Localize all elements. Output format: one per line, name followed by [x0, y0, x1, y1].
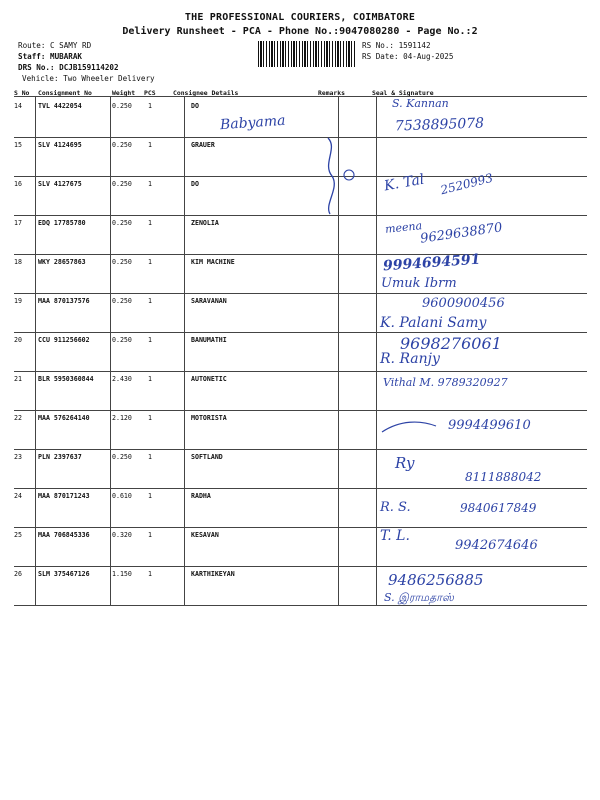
row-consignment-no: TVL 4422054 — [38, 102, 82, 110]
row-consignment-no: PLN 2397637 — [38, 453, 82, 461]
row-consignment-no: MAA 870137576 — [38, 297, 90, 305]
row-sno: 15 — [14, 141, 22, 149]
rs-date: RS Date: 04-Aug-2025 — [362, 52, 454, 61]
row-pcs: 1 — [148, 375, 152, 383]
row-sno: 14 — [14, 102, 22, 110]
table-rule — [14, 96, 587, 97]
handwritten-signature: R. S. — [380, 500, 411, 515]
row-weight: 0.250 — [112, 453, 132, 461]
table-column-rule — [184, 96, 185, 606]
handwritten-phone: 9840617849 — [460, 501, 537, 515]
row-sno: 19 — [14, 297, 22, 305]
row-consignment-no: SLV 4124695 — [38, 141, 82, 149]
row-consignee: ZENOLIA — [191, 219, 219, 227]
handwritten-consignee-note: Babyama — [219, 112, 286, 134]
table-rule — [14, 371, 587, 372]
table-rule — [14, 254, 587, 255]
row-sno: 24 — [14, 492, 22, 500]
table-rule — [14, 332, 587, 333]
col-header-pcs: PCS — [144, 89, 156, 97]
col-header-consignment: Consignment No — [38, 89, 92, 97]
row-weight: 0.610 — [112, 492, 132, 500]
row-weight: 2.430 — [112, 375, 132, 383]
col-header-remarks: Remarks — [318, 89, 345, 97]
col-header-sno: S No — [14, 89, 30, 97]
row-weight: 0.250 — [112, 336, 132, 344]
handwritten-signature: S. இராமதாஸ் — [384, 591, 454, 604]
route-label: Route: C SAMY RD — [18, 41, 92, 50]
row-sno: 16 — [14, 180, 22, 188]
row-weight: 2.120 — [112, 414, 132, 422]
col-header-weight: Weight — [112, 89, 136, 97]
row-consignment-no: EDQ 17785780 — [38, 219, 86, 227]
row-pcs: 1 — [148, 570, 152, 578]
handwritten-signature: Umuk Ibrm — [381, 276, 457, 291]
row-consignment-no: SLV 4127675 — [38, 180, 82, 188]
table-rule — [14, 605, 587, 606]
row-sno: 25 — [14, 531, 22, 539]
row-consignee: DO — [191, 102, 199, 110]
row-consignee: MOTORISTA — [191, 414, 227, 422]
drs-number: DRS No.: DCJB159114202 — [18, 63, 119, 72]
row-sno: 20 — [14, 336, 22, 344]
table-rule — [14, 215, 587, 216]
handwritten-phone: 9698276061 — [400, 334, 502, 353]
handwritten-phone: 8111888042 — [465, 470, 542, 484]
row-pcs: 1 — [148, 180, 152, 188]
handwritten-phone: 9994499610 — [448, 418, 531, 433]
row-consignee: RADHA — [191, 492, 211, 500]
row-pcs: 1 — [148, 141, 152, 149]
row-weight: 0.250 — [112, 297, 132, 305]
table-rule — [14, 137, 587, 138]
table-column-rule — [376, 96, 377, 606]
handwritten-signature: meena — [384, 219, 423, 236]
row-consignee: GRAUER — [191, 141, 215, 149]
handwritten-phone: 9629638870 — [419, 220, 504, 247]
row-sno: 21 — [14, 375, 22, 383]
row-pcs: 1 — [148, 102, 152, 110]
row-consignee: AUTONETIC — [191, 375, 227, 383]
row-pcs: 1 — [148, 297, 152, 305]
row-consignment-no: CCU 911256602 — [38, 336, 90, 344]
handwritten-phone: 9994694591 — [382, 251, 481, 275]
row-weight: 0.320 — [112, 531, 132, 539]
row-consignment-no: SLM 375467126 — [38, 570, 90, 578]
row-consignee: SARAVANAN — [191, 297, 227, 305]
handwritten-signature: Vithal M. 9789320927 — [383, 376, 508, 389]
row-pcs: 1 — [148, 258, 152, 266]
table-rule — [14, 176, 587, 177]
col-header-seal: Seal & Signature — [372, 89, 434, 97]
row-sno: 18 — [14, 258, 22, 266]
row-pcs: 1 — [148, 453, 152, 461]
runsheet-subtitle: Delivery Runsheet - PCA - Phone No.:9047080280 - Page No.:2 — [122, 26, 478, 37]
row-pcs: 1 — [148, 492, 152, 500]
row-weight: 0.250 — [112, 102, 132, 110]
row-sno: 23 — [14, 453, 22, 461]
col-header-consignee: Consignee Details — [173, 89, 239, 97]
row-weight: 0.250 — [112, 180, 132, 188]
staff-label: Staff: MUBARAK — [18, 52, 83, 61]
row-sno: 17 — [14, 219, 22, 227]
handwritten-phone: 9600900456 — [422, 296, 505, 311]
row-consignee: KARTHIKEYAN — [191, 570, 235, 578]
row-consignment-no: MAA 706845336 — [38, 531, 90, 539]
table-rule — [14, 449, 587, 450]
row-consignment-no: WKY 28657863 — [38, 258, 86, 266]
row-weight: 0.250 — [112, 219, 132, 227]
table-rule — [14, 527, 587, 528]
row-pcs: 1 — [148, 336, 152, 344]
handwritten-signature: Ry — [395, 454, 415, 472]
handwritten-stroke-icon — [380, 418, 440, 438]
handwritten-signature: K. Palani Samy — [380, 315, 487, 331]
table-rule — [14, 566, 587, 567]
row-consignee: DO — [191, 180, 199, 188]
handwritten-signature: T. L. — [380, 528, 410, 544]
handwritten-signature: R. Ranjy — [380, 351, 440, 367]
row-consignment-no: MAA 576264140 — [38, 414, 90, 422]
handwritten-phone: 2520993 — [439, 170, 495, 198]
handwritten-phone: 7538895078 — [394, 115, 485, 135]
row-pcs: 1 — [148, 531, 152, 539]
table-column-rule — [110, 96, 111, 606]
rs-number: RS No.: 1591142 — [362, 41, 431, 50]
handwritten-bracket-icon — [318, 134, 360, 218]
row-consignment-no: MAA 870171243 — [38, 492, 90, 500]
barcode-icon — [258, 41, 356, 67]
row-consignee: KESAVAN — [191, 531, 219, 539]
handwritten-signature: S. Kannan — [392, 97, 449, 110]
row-consignment-no: BLR 5950360844 — [38, 375, 94, 383]
table-rule — [14, 293, 587, 294]
row-pcs: 1 — [148, 414, 152, 422]
handwritten-phone: 9942674646 — [455, 538, 538, 553]
row-weight: 0.250 — [112, 258, 132, 266]
row-sno: 22 — [14, 414, 22, 422]
row-consignee: BANUMATHI — [191, 336, 227, 344]
handwritten-signature: K. Tal — [382, 171, 426, 195]
table-rule — [14, 488, 587, 489]
runsheet-title: THE PROFESSIONAL COURIERS, COIMBATORE — [184, 12, 416, 23]
vehicle-label: Vehicle: Two Wheeler Delivery — [22, 74, 155, 83]
row-sno: 26 — [14, 570, 22, 578]
table-column-rule — [35, 96, 36, 606]
table-rule — [14, 410, 587, 411]
row-pcs: 1 — [148, 219, 152, 227]
handwritten-phone: 9486256885 — [388, 571, 484, 589]
row-weight: 0.250 — [112, 141, 132, 149]
row-consignee: SOFTLAND — [191, 453, 223, 461]
row-consignee: KIM MACHINE — [191, 258, 235, 266]
row-weight: 1.150 — [112, 570, 132, 578]
